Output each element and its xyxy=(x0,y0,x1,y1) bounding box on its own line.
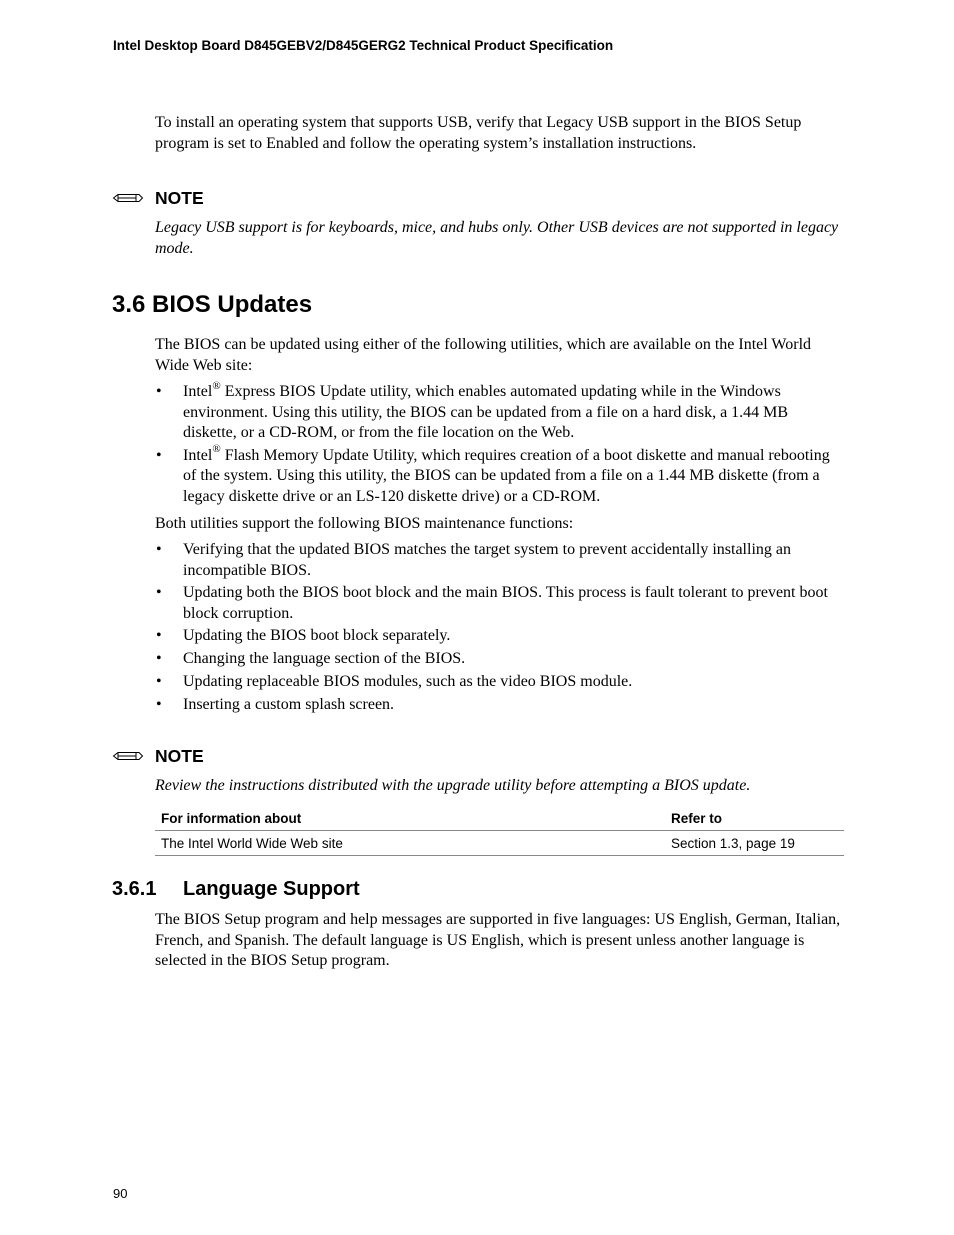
list-item xyxy=(155,379,845,444)
bullet: • xyxy=(156,541,162,558)
note-title: NOTE xyxy=(155,188,204,208)
list-item-text: Verifying that the updated BIOS matches the target system to prevent accidentally installing an incompatible BIOS. xyxy=(183,541,791,579)
list-item-text: Updating replaceable BIOS modules, such as the video BIOS module. xyxy=(183,673,633,690)
note-title: NOTE xyxy=(155,746,204,766)
list-item xyxy=(155,626,845,647)
list-item xyxy=(155,443,845,508)
table-cell: The Intel World Wide Web site xyxy=(155,831,665,856)
bullet: • xyxy=(156,627,162,644)
section-intro: The BIOS can be updated using either of the following utilities, which are available on the Intel World Wide Web site: xyxy=(155,336,812,374)
pencil-icon xyxy=(112,746,144,766)
subsection-paragraph: The BIOS Setup program and help messages are supported in five languages: US English, German, Italian, French, and Spanish. The default language is US English, which is present unless another language is selected in the BIOS Setup program. xyxy=(155,911,841,969)
bullet: • xyxy=(156,446,162,464)
list-item xyxy=(155,649,845,670)
functions-intro: Both utilities support the following BIOS maintenance functions: xyxy=(155,515,574,532)
table-header-row xyxy=(155,806,844,831)
list-item-text: Updating both the BIOS boot block and the main BIOS. This process is fault tolerant to prevent boot block corruption. xyxy=(183,584,828,622)
list-item-text: Updating the BIOS boot block separately. xyxy=(183,627,451,644)
functions-list xyxy=(155,540,845,716)
bullet: • xyxy=(156,696,162,713)
note-text: Legacy USB support is for keyboards, mice, and hubs only. Other USB devices are not supported in legacy mode. xyxy=(155,219,839,257)
registered-mark: ® xyxy=(212,443,221,456)
bullet: • xyxy=(156,584,162,601)
section-heading: 3.6 BIOS Updates xyxy=(112,291,313,318)
table-cell: Section 1.3, page 19 xyxy=(665,831,844,856)
list-item xyxy=(155,583,845,624)
list-item-text: Changing the language section of the BIOS. xyxy=(183,650,466,667)
column-header: Refer to xyxy=(665,806,844,831)
brand-name: Intel xyxy=(183,446,213,464)
list-item xyxy=(155,695,845,716)
subsection-heading xyxy=(112,876,360,902)
subsection-number: 3.6.1 xyxy=(112,878,157,900)
subsection-title: Language Support xyxy=(183,878,360,900)
list-item xyxy=(155,540,845,581)
reference-table xyxy=(155,806,844,856)
registered-mark: ® xyxy=(212,379,221,392)
list-item-text: Flash Memory Update Utility, which requires creation of a boot diskette and manual rebooting of the system. Using this utility, the BIOS can be updated from a file on a 1.44 MB diskette (from a legacy diskette drive or an LS-120 diskette drive) or a CD-ROM. xyxy=(183,446,830,505)
intro-paragraph: To install an operating system that supports USB, verify that Legacy USB support in the BIOS Setup program is set to Enabled and follow the operating system’s installation instructions. xyxy=(155,114,802,152)
list-item-text: Express BIOS Update utility, which enables automated updating while in the Windows environment. Using this utility, the BIOS can be updated from a file on a hard disk, a 1.44 MB diskette, or a CD-ROM, or from the file location on the Web. xyxy=(183,383,789,441)
pencil-icon xyxy=(112,188,144,208)
list-item xyxy=(155,672,845,693)
note-text: Review the instructions distributed with the upgrade utility before attempting a BIOS update. xyxy=(155,777,751,794)
utility-list xyxy=(155,379,845,507)
bullet: • xyxy=(156,673,162,690)
table-row xyxy=(155,831,844,856)
column-header: For information about xyxy=(155,806,665,831)
bullet: • xyxy=(156,383,162,400)
brand-name: Intel xyxy=(183,383,213,400)
bullet: • xyxy=(156,650,162,667)
running-header: Intel Desktop Board D845GEBV2/D845GERG2 Technical Product Specification xyxy=(113,38,614,53)
page-number: 90 xyxy=(113,1186,128,1201)
list-item-text: Inserting a custom splash screen. xyxy=(183,696,395,713)
